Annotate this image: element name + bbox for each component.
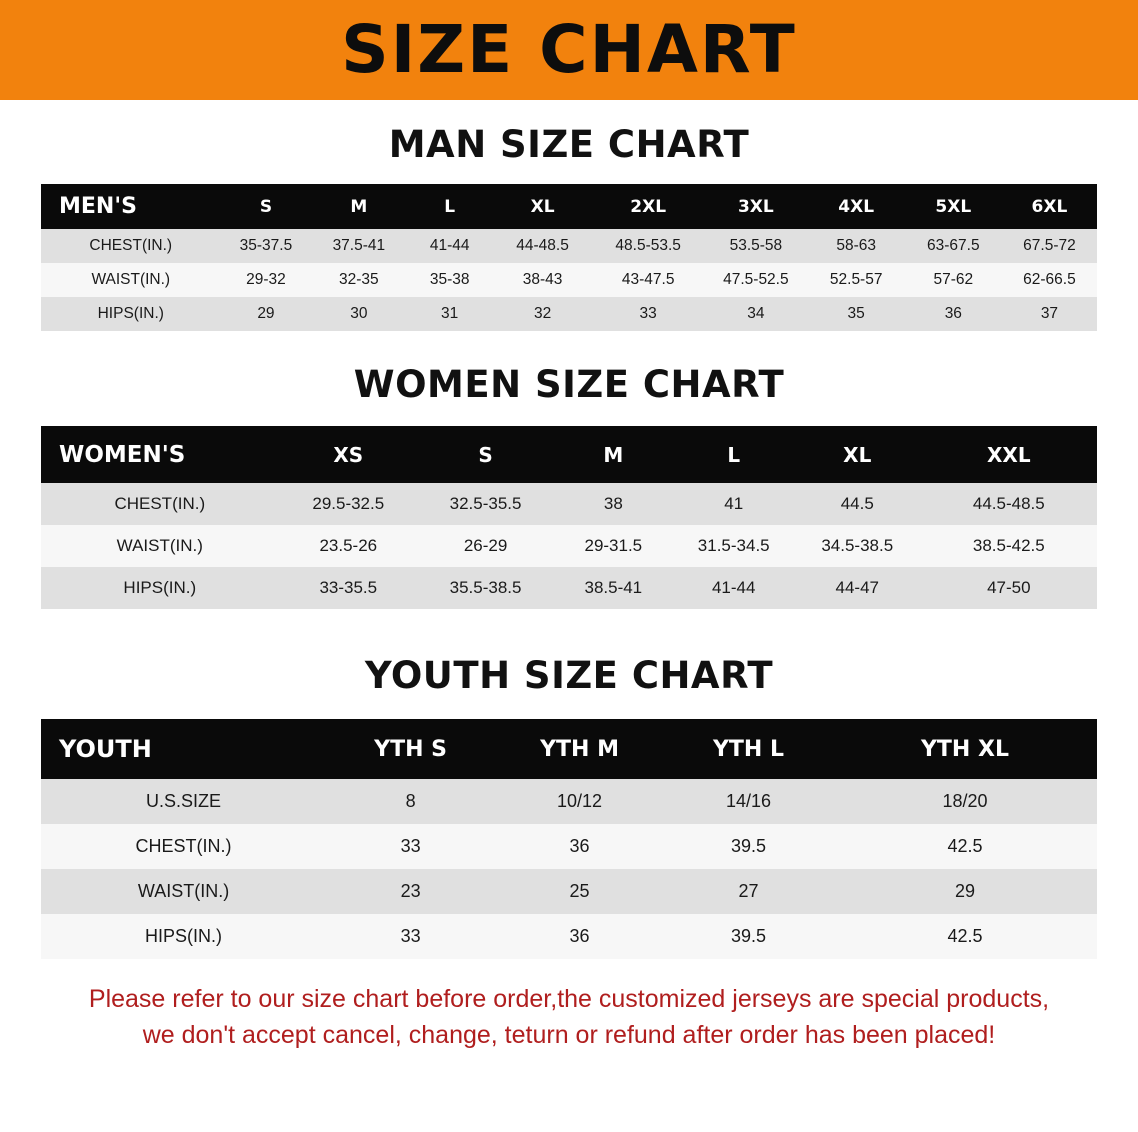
man-cell: 36	[905, 297, 1002, 331]
youth-cell: 42.5	[833, 824, 1097, 869]
man-cell: 34	[704, 297, 807, 331]
man-cell: 37.5-41	[311, 229, 406, 263]
youth-row-label: HIPS(IN.)	[41, 914, 326, 959]
women-col-header: M	[553, 426, 673, 483]
women-col-header: S	[418, 426, 553, 483]
youth-cell: 8	[326, 779, 495, 824]
man-size-table-wrapper	[41, 184, 1097, 331]
man-col-header: 6XL	[1002, 184, 1097, 229]
man-cell: 32-35	[311, 263, 406, 297]
man-col-header: 4XL	[808, 184, 905, 229]
youth-col-header: YTH L	[664, 719, 833, 779]
women-cell: 41	[674, 483, 794, 525]
youth-cell: 39.5	[664, 824, 833, 869]
youth-cell: 27	[664, 869, 833, 914]
man-cell: 32	[493, 297, 592, 331]
table-row	[41, 567, 1097, 609]
youth-row-label: WAIST(IN.)	[41, 869, 326, 914]
youth-cell: 18/20	[833, 779, 1097, 824]
women-size-table	[41, 426, 1097, 609]
women-cell: 41-44	[674, 567, 794, 609]
table-header-row	[41, 426, 1097, 483]
table-row	[41, 824, 1097, 869]
man-cell: 62-66.5	[1002, 263, 1097, 297]
youth-size-table-wrapper	[41, 719, 1097, 959]
youth-col-header: YTH XL	[833, 719, 1097, 779]
women-section-title: WOMEN SIZE CHART	[353, 363, 785, 406]
man-cell: 38-43	[493, 263, 592, 297]
women-cell: 29-31.5	[553, 525, 673, 567]
women-col-header: XXL	[921, 426, 1097, 483]
women-cell: 33-35.5	[279, 567, 418, 609]
size-chart-banner	[0, 0, 1138, 100]
table-header-row	[41, 719, 1097, 779]
women-corner-label: WOMEN'S	[41, 426, 279, 483]
man-cell: 29-32	[221, 263, 312, 297]
youth-cell: 42.5	[833, 914, 1097, 959]
youth-col-header: YTH M	[495, 719, 664, 779]
man-col-header: M	[311, 184, 406, 229]
women-col-header: XL	[794, 426, 921, 483]
man-row-label: CHEST(IN.)	[41, 229, 221, 263]
youth-cell: 29	[833, 869, 1097, 914]
table-row	[41, 297, 1097, 331]
women-cell: 44.5	[794, 483, 921, 525]
man-cell: 47.5-52.5	[704, 263, 807, 297]
youth-size-table	[41, 719, 1097, 959]
man-cell: 33	[592, 297, 704, 331]
youth-cell: 33	[326, 824, 495, 869]
women-size-table-wrapper	[41, 426, 1097, 609]
youth-cell: 36	[495, 824, 664, 869]
man-cell: 58-63	[808, 229, 905, 263]
man-cell: 35-38	[406, 263, 493, 297]
youth-cell: 14/16	[664, 779, 833, 824]
women-cell: 47-50	[921, 567, 1097, 609]
women-cell: 26-29	[418, 525, 553, 567]
man-col-header: S	[221, 184, 312, 229]
man-col-header: XL	[493, 184, 592, 229]
man-cell: 44-48.5	[493, 229, 592, 263]
youth-section-title: YOUTH SIZE CHART	[364, 654, 774, 697]
man-cell: 41-44	[406, 229, 493, 263]
man-cell: 52.5-57	[808, 263, 905, 297]
table-row	[41, 483, 1097, 525]
women-col-header: L	[674, 426, 794, 483]
man-row-label: WAIST(IN.)	[41, 263, 221, 297]
notice-line-1: Please refer to our size chart before order,the customized jerseys are special products,	[88, 985, 1050, 1013]
table-row	[41, 869, 1097, 914]
youth-row-label: U.S.SIZE	[41, 779, 326, 824]
youth-cell: 25	[495, 869, 664, 914]
man-col-header: 5XL	[905, 184, 1002, 229]
women-row-label: WAIST(IN.)	[41, 525, 279, 567]
women-row-label: HIPS(IN.)	[41, 567, 279, 609]
youth-corner-label: YOUTH	[41, 719, 326, 779]
man-cell: 53.5-58	[704, 229, 807, 263]
women-cell: 23.5-26	[279, 525, 418, 567]
man-cell: 37	[1002, 297, 1097, 331]
man-corner-label: MEN'S	[41, 184, 221, 229]
women-cell: 32.5-35.5	[418, 483, 553, 525]
women-cell: 31.5-34.5	[674, 525, 794, 567]
man-row-label: HIPS(IN.)	[41, 297, 221, 331]
table-row	[41, 229, 1097, 263]
man-col-header: 3XL	[704, 184, 807, 229]
table-row	[41, 263, 1097, 297]
women-cell: 44.5-48.5	[921, 483, 1097, 525]
man-cell: 31	[406, 297, 493, 331]
youth-row-label: CHEST(IN.)	[41, 824, 326, 869]
youth-col-header: YTH S	[326, 719, 495, 779]
youth-cell: 39.5	[664, 914, 833, 959]
order-policy-notice	[40, 981, 1098, 1054]
man-col-header: 2XL	[592, 184, 704, 229]
man-cell: 67.5-72	[1002, 229, 1097, 263]
notice-line-2: we don't accept cancel, change, teturn or refund after order has been placed!	[142, 1021, 996, 1050]
youth-cell: 36	[495, 914, 664, 959]
table-header-row	[41, 184, 1097, 229]
man-cell: 30	[311, 297, 406, 331]
women-cell: 38	[553, 483, 673, 525]
women-col-header: XS	[279, 426, 418, 483]
table-row	[41, 525, 1097, 567]
man-cell: 48.5-53.5	[592, 229, 704, 263]
women-cell: 38.5-41	[553, 567, 673, 609]
youth-cell: 33	[326, 914, 495, 959]
man-cell: 43-47.5	[592, 263, 704, 297]
youth-cell: 23	[326, 869, 495, 914]
table-row	[41, 914, 1097, 959]
man-section-title: MAN SIZE CHART	[388, 123, 750, 166]
man-cell: 29	[221, 297, 312, 331]
youth-cell: 10/12	[495, 779, 664, 824]
women-cell: 44-47	[794, 567, 921, 609]
women-cell: 35.5-38.5	[418, 567, 553, 609]
man-cell: 35-37.5	[221, 229, 312, 263]
man-cell: 35	[808, 297, 905, 331]
table-row	[41, 779, 1097, 824]
man-cell: 63-67.5	[905, 229, 1002, 263]
women-cell: 34.5-38.5	[794, 525, 921, 567]
man-col-header: L	[406, 184, 493, 229]
page-title: SIZE CHART	[341, 11, 797, 88]
women-row-label: CHEST(IN.)	[41, 483, 279, 525]
women-cell: 38.5-42.5	[921, 525, 1097, 567]
man-size-table	[41, 184, 1097, 331]
women-cell: 29.5-32.5	[279, 483, 418, 525]
man-cell: 57-62	[905, 263, 1002, 297]
